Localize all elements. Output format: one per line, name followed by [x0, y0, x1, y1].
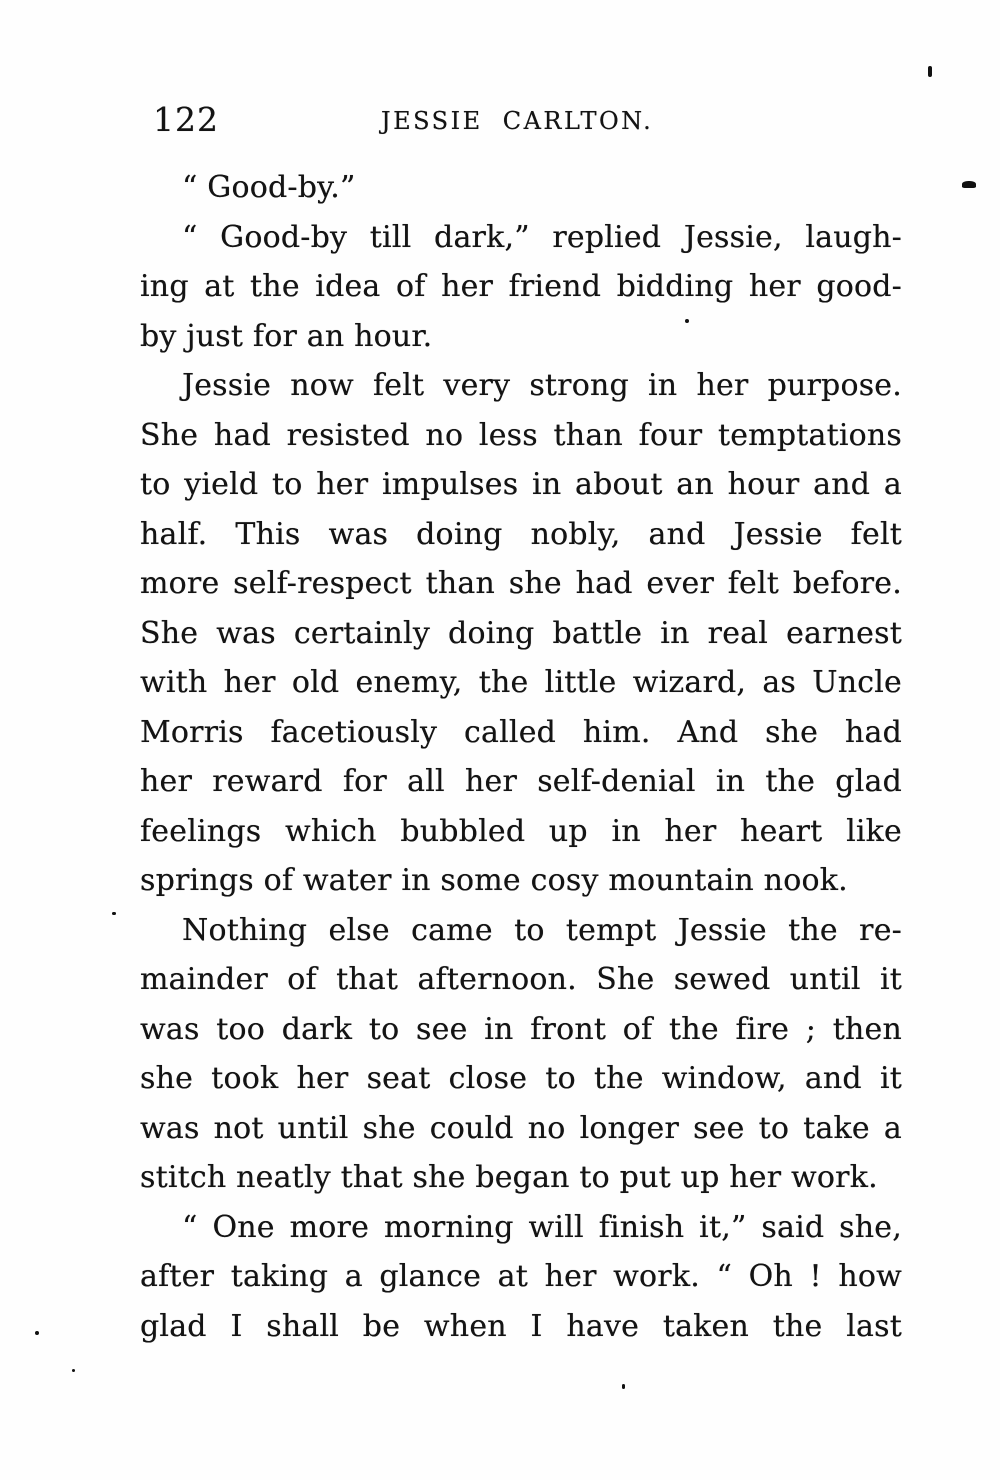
- text-line: ing at the idea of her friend bidding her good-: [140, 269, 902, 304]
- text-line: was too dark to see in front of the fire ; then: [140, 1011, 902, 1047]
- text-line: after taking a glance at her work. “ Oh ! how: [140, 1259, 902, 1294]
- text-line: springs of water in some cosy mountain nook.: [140, 863, 848, 898]
- scan-speck: [35, 1331, 39, 1335]
- text-line: was not until she could no longer see to take a: [140, 1110, 902, 1146]
- text-line: stitch neatly that she began to put up her work.: [140, 1160, 878, 1195]
- text-line: with her old enemy, the little wizard, as Uncle: [140, 665, 902, 700]
- text-line: half. This was doing nobly, and Jessie felt: [140, 516, 902, 552]
- running-head: [0, 100, 1000, 140]
- text-line: Jessie now felt very strong in her purpose.: [182, 368, 902, 403]
- text-line: more self-respect than she had ever felt before.: [140, 566, 902, 601]
- text-line: by just for an hour.: [140, 318, 433, 354]
- scan-speck: [962, 181, 976, 188]
- text-line: She had resisted no less than four temptations: [140, 417, 902, 453]
- text-line: “ Good-by till dark,” replied Jessie, laugh-: [182, 219, 902, 255]
- scan-speck: [928, 66, 932, 77]
- text-line: She was certainly doing battle in real earnest: [140, 615, 902, 651]
- running-title: JESSIE CARLTON.: [381, 107, 654, 135]
- text-line: she took her seat close to the window, and it: [140, 1061, 902, 1096]
- text-line: mainder of that afternoon. She sewed until it: [140, 962, 902, 997]
- scan-speck: [622, 1384, 625, 1389]
- text-line: her reward for all her self-denial in the glad: [140, 764, 902, 799]
- text-block: [140, 163, 902, 1351]
- text-line: Nothing else came to tempt Jessie the re-: [182, 912, 902, 948]
- text-line: Morris facetiously called him. And she had: [140, 714, 902, 750]
- text-line: glad I shall be when I have taken the last: [140, 1308, 902, 1344]
- scan-speck: [112, 912, 116, 915]
- text-line: “ One more morning will finish it,” said she,: [182, 1209, 902, 1245]
- text-line: feelings which bubbled up in her heart like: [140, 813, 902, 849]
- scan-speck: [685, 319, 689, 323]
- text-line: to yield to her impulses in about an hour and a: [140, 467, 902, 502]
- page-number: 122: [153, 100, 219, 139]
- text-line: “ Good-by.”: [182, 170, 356, 205]
- scan-speck: [72, 1369, 75, 1372]
